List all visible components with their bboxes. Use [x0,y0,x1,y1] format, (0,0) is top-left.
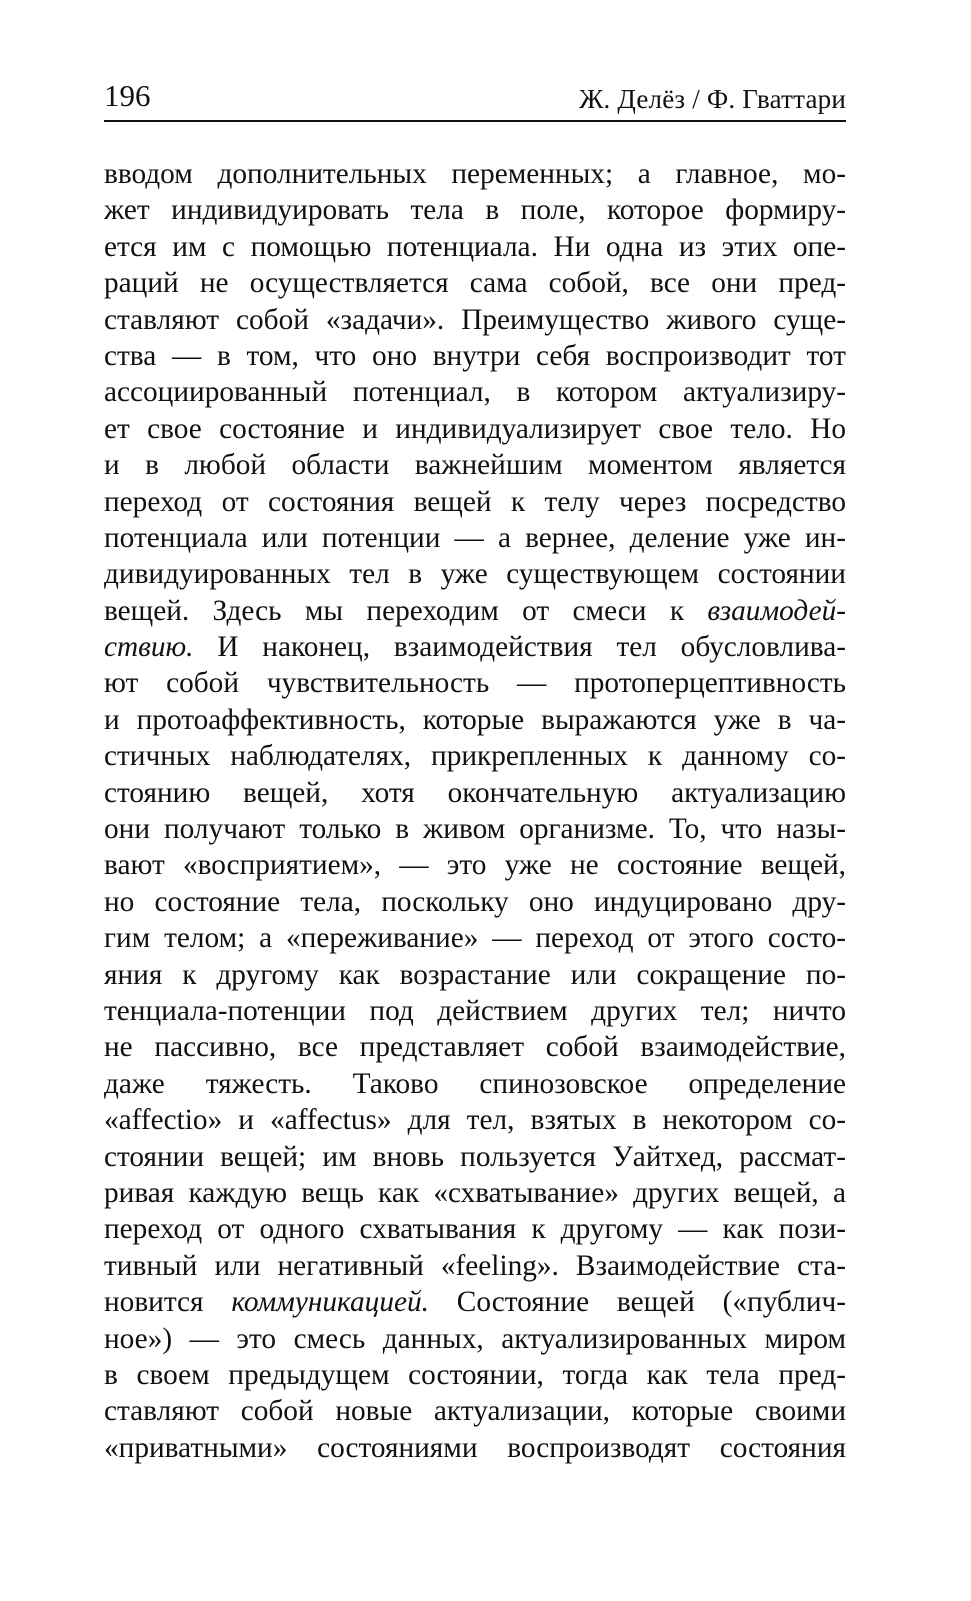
text-line [104,993,846,1029]
text-segment: переход от состояния вещей к телу через посредство [104,485,846,518]
italic-text-segment: коммуникацией. [231,1286,429,1319]
text-line [104,374,846,410]
text-segment: вводом дополнительных переменных; а главное, мо- [104,158,846,190]
text-segment: они получают только в живом организме. То, что назы- [104,813,846,846]
text-segment: ется им с помощью потенциала. Ни одна из этих опе- [104,230,846,263]
text-line [104,811,846,847]
text-line [104,156,846,192]
text-line [104,1430,846,1466]
text-segment: новится [104,1286,232,1319]
text-segment: даже тяжесть. Таково спинозовское определение [104,1067,846,1100]
text-segment: стичных наблюдателях, прикрепленных к данному со- [104,740,846,773]
text-line [104,1029,846,1065]
text-segment: ное») — это смесь данных, актуализированных миром [104,1322,846,1355]
text-line [104,1321,846,1357]
text-segment: ет свое состояние и индивидуализирует свое тело. Но [104,412,846,445]
text-segment: яния к другому как возрастание или сокращение по- [104,958,846,991]
text-segment: но состояние тела, поскольку оно индуцировано дру- [104,885,846,918]
text-segment: раций не осуществляется сама собой, все они пред- [104,267,846,300]
text-segment: потенциала или потенции — а вернее, деление уже ин- [104,521,846,554]
text-line [104,338,846,374]
text-line [104,702,846,738]
text-segment: ривая каждую вещь как «схватывание» других вещей, а [104,1176,846,1209]
text-segment: вещей. Здесь мы переходим от смеси к [104,594,708,627]
text-segment: ставляют собой новые актуализации, которые своими [104,1395,846,1428]
text-segment: ставляют собой «задачи». Преимущество живого суще- [104,303,846,336]
text-line [104,1175,846,1211]
text-segment: вают «восприятием», — это уже не состояние вещей, [104,849,846,882]
text-line [104,920,846,956]
text-line [104,520,846,556]
text-line [104,1357,846,1393]
text-line [104,484,846,520]
text-segment: в своем предыдущем состоянии, тогда как тела пред- [104,1358,846,1391]
text-segment: И наконец, взаимодействия тел обусловлива- [193,631,846,664]
text-segment: «приватными» состояниями воспроизводят состояния [104,1431,846,1464]
text-line [104,957,846,993]
text-segment: ства — в том, что оно внутри себя воспроизводит тот [104,339,846,372]
text-line [104,1284,846,1320]
text-line [104,884,846,920]
text-line [104,447,846,483]
text-line [104,775,846,811]
text-segment: и в любой области важнейшим моментом является [104,449,846,482]
text-segment: стоянии вещей; им вновь пользуется Уайтхед, рассмат- [104,1140,846,1173]
text-segment: Состояние вещей («публич- [428,1286,846,1319]
italic-text-segment: ствию. [104,631,194,664]
italic-text-segment: взаимодей- [707,594,846,627]
body-text [104,156,846,1466]
text-line [104,629,846,665]
text-line [104,192,846,228]
text-line [104,738,846,774]
text-segment: не пассивно, все представляет собой взаимодействие, [104,1031,846,1064]
text-segment: ют собой чувствительность — протоперцептивность [104,667,846,700]
text-segment: жет индивидуировать тела в поле, которое формиру- [104,194,846,227]
text-line [104,593,846,629]
page-number: 196 [104,78,151,113]
text-segment: гим телом; а «переживание» — переход от этого состо- [104,922,846,955]
text-line [104,665,846,701]
running-title: Ж. Делёз / Ф. Гваттари [579,84,846,114]
text-segment: «affectio» и «affectus» для тел, взятых в некотором со- [104,1104,846,1137]
text-line [104,411,846,447]
text-line [104,847,846,883]
text-segment: стоянию вещей, хотя окончательную актуализацию [104,776,846,809]
text-segment: дивидуированных тел в уже существующем состоянии [104,558,846,591]
text-line [104,1211,846,1247]
text-segment: тивный или негативный «feeling». Взаимодействие ста- [104,1249,846,1282]
text-line [104,1102,846,1138]
text-segment: ассоциированный потенциал, в котором актуализиру- [104,376,846,409]
text-line [104,302,846,338]
page-header [104,74,846,122]
text-line [104,1139,846,1175]
text-line [104,556,846,592]
text-line [104,1248,846,1284]
text-segment: переход от одного схватывания к другому — как пози- [104,1213,846,1246]
text-segment: тенциала-потенции под действием других тел; ничто [104,994,846,1027]
text-line [104,229,846,265]
text-line [104,1393,846,1429]
text-line [104,265,846,301]
text-line [104,1066,846,1102]
text-segment: и протоаффективность, которые выражаются уже в ча- [104,703,846,736]
